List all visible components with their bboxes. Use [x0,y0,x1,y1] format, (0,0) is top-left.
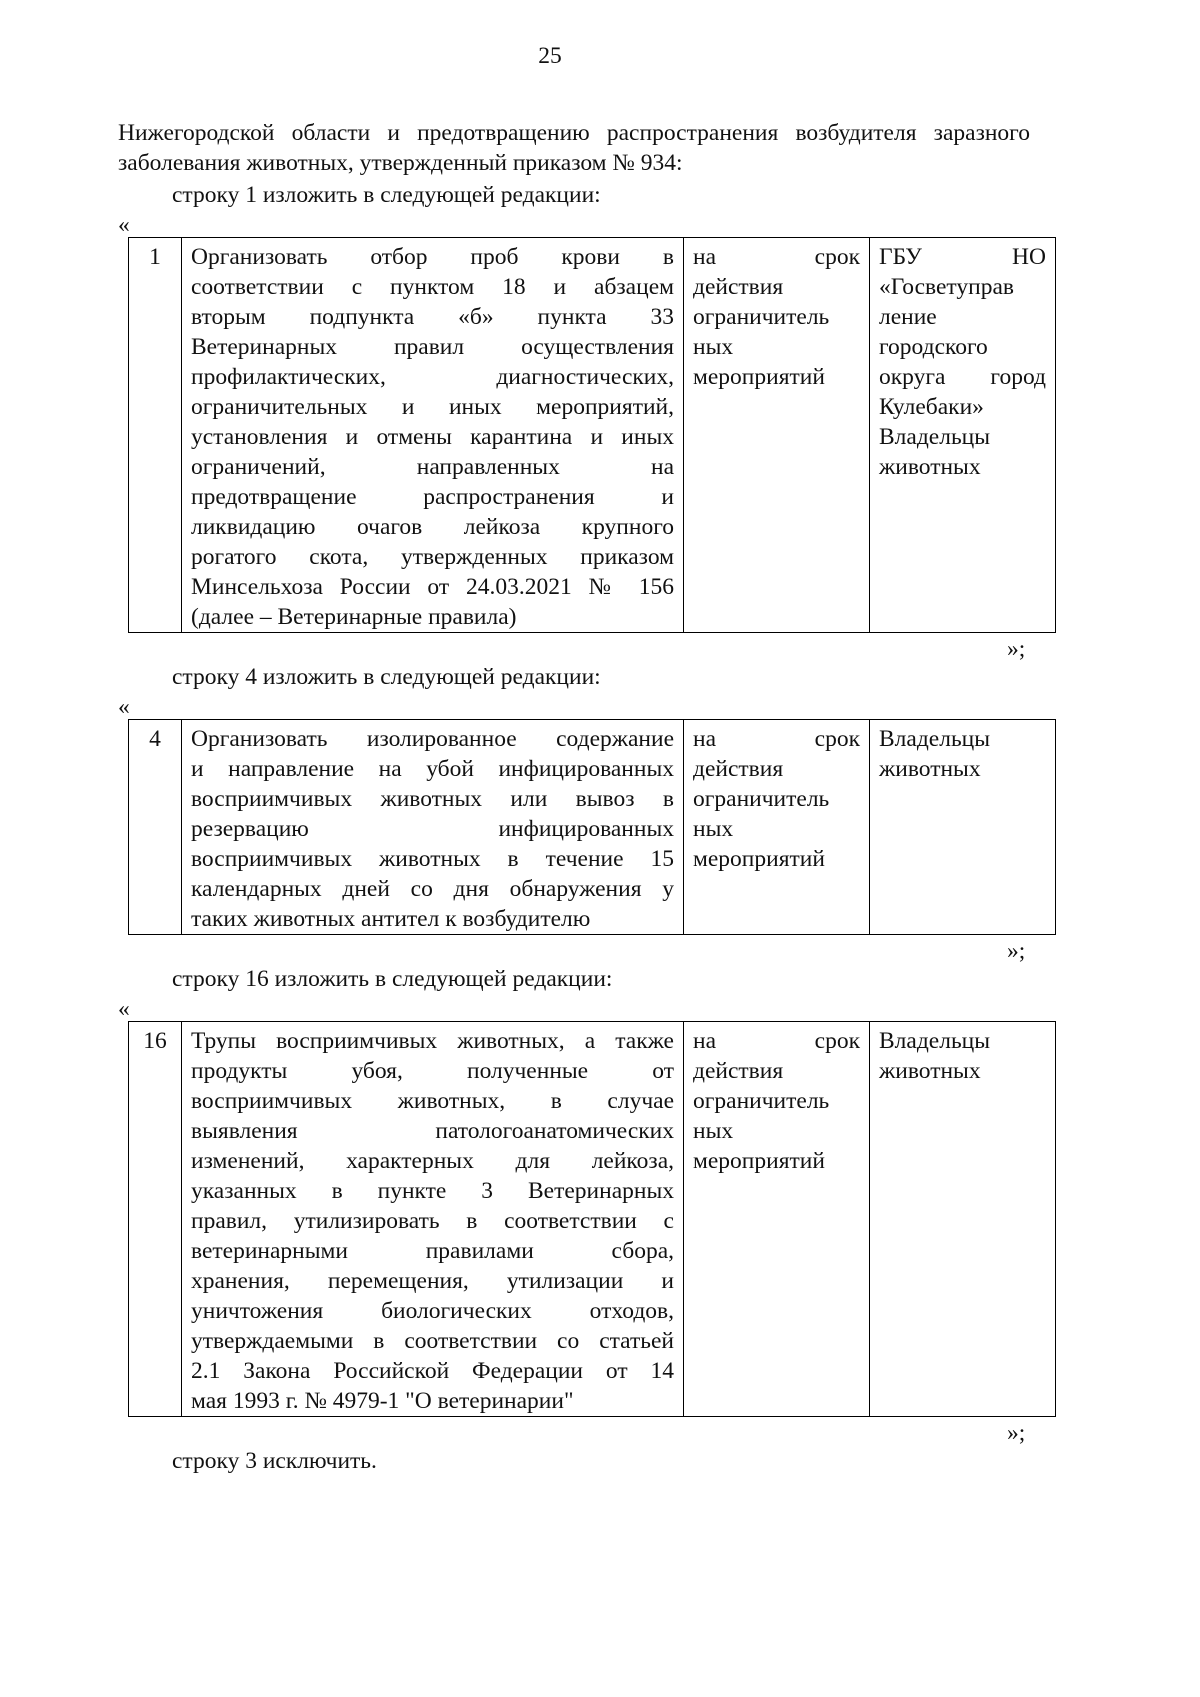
cell-text-line: правил, утилизировать в соответствии с [191,1208,674,1234]
cell-text-line: (далее – Ветеринарные правила) [191,604,517,630]
responsible-cell [870,238,1056,633]
amendment-1-close-quote: »; [1007,636,1026,662]
cell-text-line: действия [693,1058,784,1084]
cell-text-line: ных [693,334,734,360]
cell-text-line: ликвидацию очагов лейкоза крупного [191,514,674,540]
cell-text-line: Ветеринарных правил осуществления [191,334,674,360]
table-row [129,1022,1056,1417]
table-row [129,720,1056,935]
cell-text-line: изменений, характерных для лейкоза, [191,1148,674,1174]
cell-text-line: на срок [693,244,860,270]
term-cell [684,720,870,935]
cell-text-line: продукты убоя, полученные от [191,1058,674,1084]
cell-text-line: хранения, перемещения, утилизации и [191,1268,674,1294]
cell-text-line: рогатого скота, утвержденных приказом [191,544,674,570]
cell-text-line: мая 1993 г. № 4979-1 "О ветеринарии" [191,1388,574,1414]
responsible-cell [870,1022,1056,1417]
action-cell [182,720,684,935]
cell-text-line: восприимчивых животных или вывоз в [191,786,674,812]
action-cell [182,238,684,633]
amendment-2-open-quote: « [118,694,130,720]
cell-text-line: ограничитель [693,1088,830,1114]
cell-text-line: предотвращение распространения и [191,484,674,510]
page-number: 25 [538,43,562,69]
cell-text-line: резервацию инфицированных [191,816,674,842]
amendment-3-open-quote: « [118,996,130,1022]
cell-text-line: уничтожения биологических отходов, [191,1298,674,1324]
cell-text-line: городского [879,334,988,360]
intro-paragraph: Нижегородской области и предотвращению распространения возбудителя заразного заболевания животных, утвержденный приказом № 934: [118,120,1030,176]
amendment-3-close-quote: »; [1007,1420,1026,1446]
cell-text-line: «Госветуправ [879,274,1014,300]
amendment-1-open-quote: « [118,212,130,238]
cell-text-line: ГБУ НО [879,244,1046,270]
cell-text-line: Кулебаки» [879,394,984,420]
cell-text-line: животных [879,1058,981,1084]
amendment-2-close-quote: »; [1007,938,1026,964]
cell-text-line: Трупы восприимчивых животных, а также [191,1028,674,1054]
cell-text-line: и направление на убой инфицированных [191,756,674,782]
term-cell [684,1022,870,1417]
cell-text-line: ление [879,304,937,330]
cell-text-line: таких животных антител к возбудителю [191,906,591,932]
final-instruction: строку 3 исключить. [172,1448,377,1474]
cell-text-line: ных [693,816,734,842]
amendment-2-lead: строку 4 изложить в следующей редакции: [172,664,601,690]
amendment-1-table [128,237,1056,633]
cell-text-line: ограничитель [693,304,830,330]
cell-text-line: ограничитель [693,786,830,812]
row-number-cell: 4 [129,720,182,935]
cell-text-line: на срок [693,1028,860,1054]
amendment-1-lead: строку 1 изложить в следующей редакции: [172,182,601,208]
cell-text-line: восприимчивых животных, в случае [191,1088,674,1114]
table-row [129,238,1056,633]
cell-text-line: животных [879,454,981,480]
cell-text-line: Владельцы [879,1028,991,1054]
cell-text-line: мероприятий [693,1148,825,1174]
amendment-3-lead: строку 16 изложить в следующей редакции: [172,966,613,992]
row-number-cell: 16 [129,1022,182,1417]
cell-text-line: выявления патологоанатомических [191,1118,674,1144]
action-cell [182,1022,684,1417]
cell-text-line: утверждаемыми в соответствии со статьей [191,1328,674,1354]
cell-text-line: профилактических, диагностических, [191,364,674,390]
cell-text-line: округа город [879,364,1046,390]
cell-text-line: ограничений, направленных на [191,454,674,480]
amendment-2-table [128,719,1056,935]
cell-text-line: календарных дней со дня обнаружения у [191,876,674,902]
responsible-cell [870,720,1056,935]
cell-text-line: животных [879,756,981,782]
cell-text-line: соответствии с пунктом 18 и абзацем [191,274,674,300]
term-cell [684,238,870,633]
row-number-cell: 1 [129,238,182,633]
cell-text-line: мероприятий [693,364,825,390]
cell-text-line: Организовать отбор проб крови в [191,244,674,270]
cell-text-line: действия [693,274,784,300]
cell-text-line: установления и отмены карантина и иных [191,424,674,450]
cell-text-line: Минсельхоза России от 24.03.2021 № 156 [191,574,674,600]
cell-text-line: ветеринарными правилами сбора, [191,1238,674,1264]
cell-text-line: мероприятий [693,846,825,872]
cell-text-line: Организовать изолированное содержание [191,726,674,752]
cell-text-line: восприимчивых животных в течение 15 [191,846,674,872]
cell-text-line: ограничительных и иных мероприятий, [191,394,674,420]
cell-text-line: ных [693,1118,734,1144]
cell-text-line: на срок [693,726,860,752]
cell-text-line: действия [693,756,784,782]
cell-text-line: Владельцы [879,726,991,752]
cell-text-line: указанных в пункте 3 Ветеринарных [191,1178,674,1204]
cell-text-line: 2.1 Закона Российской Федерации от 14 [191,1358,674,1384]
cell-text-line: Владельцы [879,424,991,450]
cell-text-line: вторым подпункта «б» пункта 33 [191,304,674,330]
amendment-3-table [128,1021,1056,1417]
